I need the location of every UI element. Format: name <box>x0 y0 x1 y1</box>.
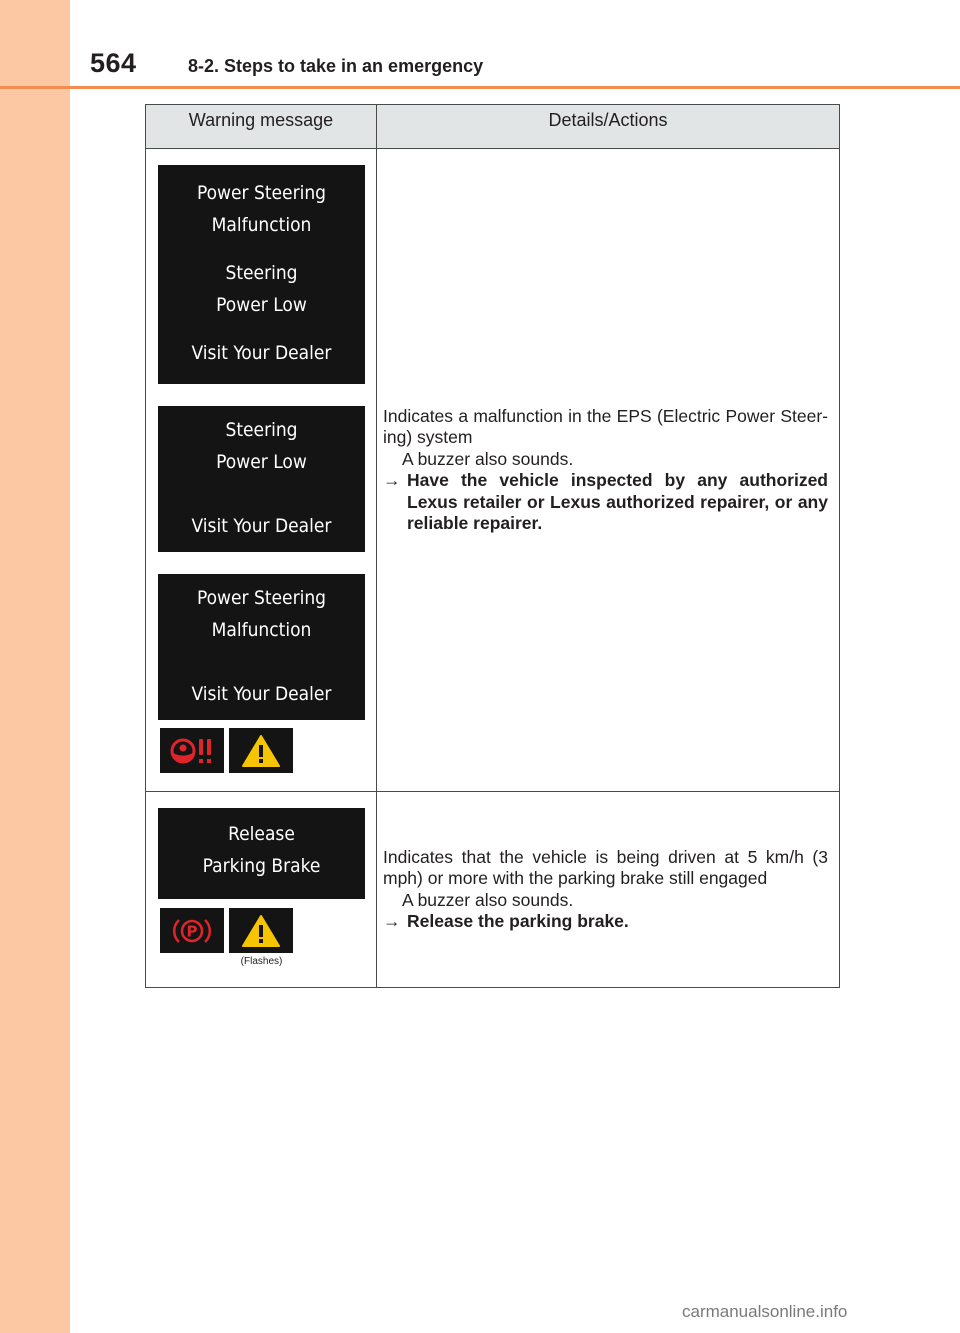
screen-line: Malfunction <box>211 214 312 236</box>
details-cell-parking-brake <box>377 792 840 988</box>
warning-images-cell <box>146 792 377 988</box>
screen-line: Visit Your Dealer <box>191 683 332 705</box>
display-screen-release-parking-brake <box>158 808 365 899</box>
steering-warning-icon <box>160 728 224 773</box>
display-screen-power-steering-malfunction <box>158 574 365 720</box>
screen-line: Steering <box>225 419 298 441</box>
arrow-icon: → <box>383 470 401 490</box>
action-text-row <box>383 470 828 535</box>
header-rule <box>0 86 960 89</box>
svg-text:P: P <box>186 922 198 940</box>
description-text: Indicates a malfunction in the EPS (Electric Power Steer-ing) system <box>383 405 828 447</box>
screen-line: Malfunction <box>211 619 312 641</box>
display-screen-eps-full <box>158 165 365 384</box>
parking-brake-icon <box>160 908 224 953</box>
screen-line: Power Low <box>216 451 307 473</box>
action-text: Have the vehicle inspected by any authorized Lexus retailer or Lexus authorized repairer, or any reliable repairer. <box>407 470 828 533</box>
screen-line: Parking Brake <box>202 855 321 877</box>
screen-line: Power Steering <box>196 587 327 609</box>
side-color-band <box>0 0 70 1333</box>
table-row <box>146 149 840 792</box>
screen-line: Release <box>228 823 295 845</box>
master-warning-icon <box>229 728 293 773</box>
arrow-icon: → <box>383 911 401 931</box>
buzzer-note: A buzzer also sounds. <box>402 448 574 469</box>
screen-line: Power Steering <box>196 182 327 204</box>
table-header-row <box>146 105 840 149</box>
section-title: 8-2. Steps to take in an emergency <box>188 56 484 76</box>
flashes-caption: (Flashes) <box>240 956 283 967</box>
action-text: Release the parking brake. <box>407 911 629 931</box>
page-number: 564 <box>90 48 137 78</box>
column-header-warning-message: Warning message <box>146 105 377 149</box>
warning-message-table <box>145 104 840 988</box>
warning-images-cell <box>146 149 377 792</box>
buzzer-note: A buzzer also sounds. <box>402 889 574 910</box>
action-text-row <box>383 911 828 933</box>
watermark: carmanualsonline.info <box>682 1302 848 1321</box>
screen-line: Visit Your Dealer <box>191 515 332 537</box>
screen-line: Power Low <box>216 294 307 316</box>
description-text: Indicates that the vehicle is being driven at 5 km/h (3 mph) or more with the parking brake still engaged <box>383 846 828 888</box>
display-screen-steering-power-low <box>158 406 365 552</box>
table-row <box>146 792 840 988</box>
screen-line: Steering <box>225 262 298 284</box>
details-cell-eps <box>377 149 840 792</box>
master-warning-icon <box>229 908 293 953</box>
column-header-details-actions: Details/Actions <box>377 105 840 149</box>
screen-line: Visit Your Dealer <box>191 342 332 364</box>
